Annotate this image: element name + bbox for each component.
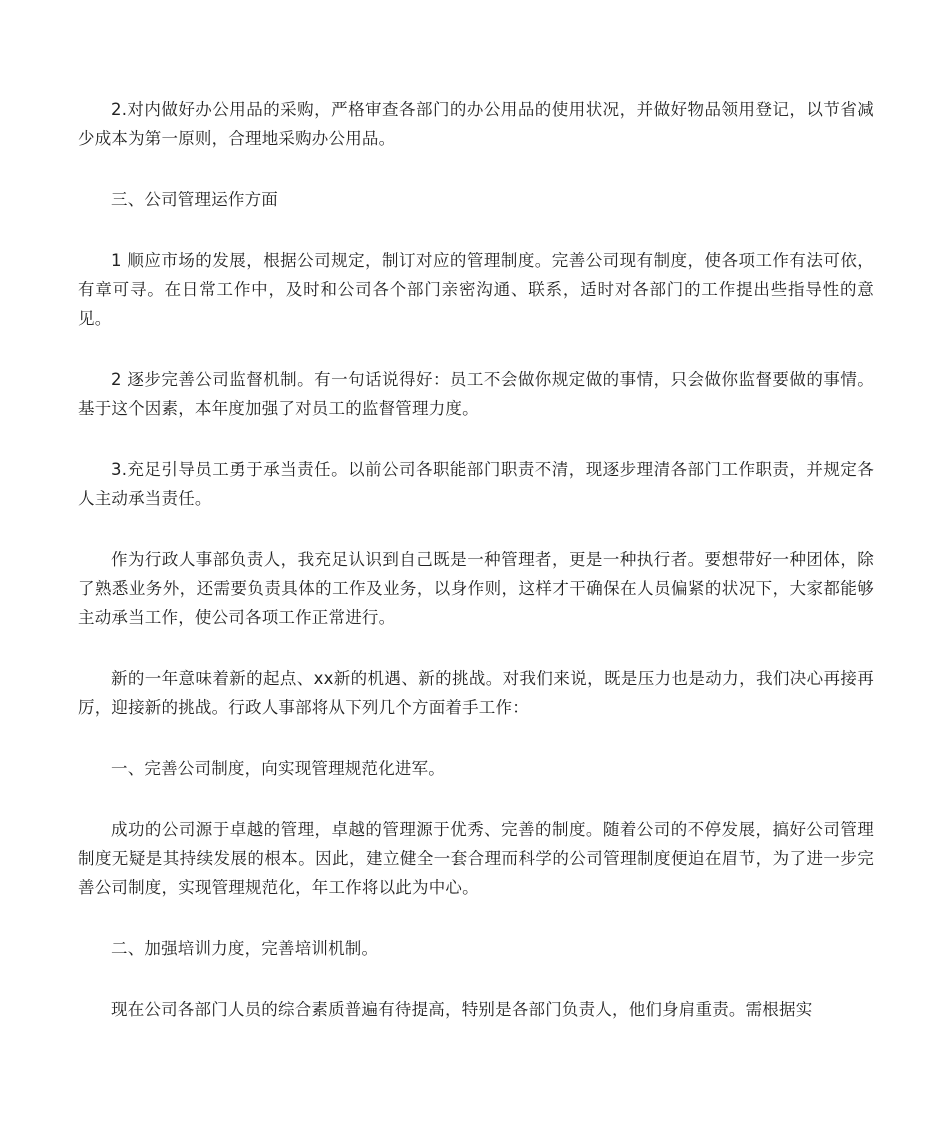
paragraph-new-year: 新的一年意味着新的起点、xx新的机遇、新的挑战。对我们来说，既是压力也是动力，我们决心再接再厉，迎接新的挑战。行政人事部将从下列几个方面着手工作： [78, 669, 874, 717]
paragraph-supervision-mechanism: 2 逐步完善公司监督机制。有一句话说得好：员工不会做你规定做的事情，只会做你监督要做的事情。基于这个因素，本年度加强了对员工的监督管理力度。 [78, 370, 874, 418]
paragraph-office-supplies: 2.对内做好办公用品的采购，严格审查各部门的办公用品的使用状况，并做好物品领用登记，以节省减少成本为第一原则，合理地采购办公用品。 [78, 100, 874, 148]
paragraph-company-system: 成功的公司源于卓越的管理，卓越的管理源于优秀、完善的制度。随着公司的不停发展，搞好公司管理制度无疑是其持续发展的根本。因此，建立健全一套合理而科学的公司管理制度便迫在眉节，为了进一步完善公司制度，实现管理规范化，年工作将以此为中心。 [78, 820, 874, 897]
paragraph-responsibility: 3.充足引导员工勇于承当责任。以前公司各职能部门职责不清，现逐步理清各部门工作职责，并规定各人主动承当责任。 [78, 460, 874, 508]
paragraph-management-system: 1 顺应市场的发展，根据公司规定，制订对应的管理制度。完善公司现有制度，使各项工作有法可依，有章可寻。在日常工作中，及时和公司各个部门亲密沟通、联系，适时对各部门的工作提出些指导性的意见。 [78, 251, 874, 328]
paragraph-training: 现在公司各部门人员的综合素质普遍有待提高，特别是各部门负责人，他们身肩重责。需根据实 [111, 1000, 813, 1019]
document-page [78, 95, 874, 1024]
paragraph-department-head: 作为行政人事部负责人，我充足认识到自己既是一种管理者，更是一种执行者。要想带好一种团体，除了熟悉业务外，还需要负责具体的工作及业务，以身作则，这样才干确保在人员偏紧的状况下，大家都能够主动承当工作，使公司各项工作正常进行。 [78, 550, 874, 627]
heading-section-two: 二、加强培训力度，完善培训机制。 [111, 939, 379, 958]
heading-section-one: 一、完善公司制度，向实现管理规范化进军。 [111, 759, 445, 778]
heading-section-three: 三、公司管理运作方面 [111, 190, 278, 209]
